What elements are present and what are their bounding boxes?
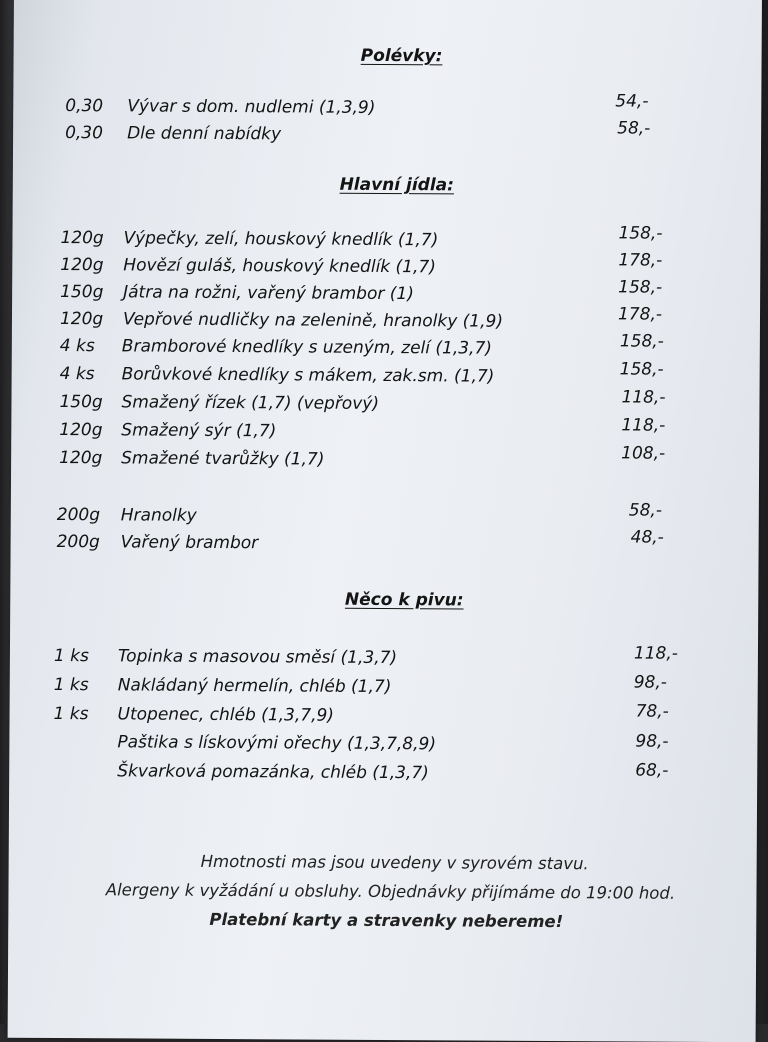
menu-item-qty: 120g xyxy=(59,420,115,440)
menu-item-qty: 150g xyxy=(60,282,116,302)
menu-item-qty: 0,30 xyxy=(65,96,121,116)
menu-item-name: Vařený brambor xyxy=(121,532,259,553)
footer-weight-note: Hmotnosti mas jsou uvedeny v syrovém stavu. xyxy=(21,851,768,875)
menu-item-price: 118,- xyxy=(634,644,678,664)
menu-item-price: 158,- xyxy=(618,223,662,243)
menu-item-qty: 200g xyxy=(57,505,113,525)
menu-item-price: 158,- xyxy=(620,331,664,351)
menu-item-qty: 120g xyxy=(59,448,115,468)
menu-item-name: Hovězí guláš, houskový knedlík (1,7) xyxy=(123,255,436,277)
menu-item-name: Játra na rožni, vařený brambor (1) xyxy=(123,282,414,304)
menu-item-name: Výpečky, zelí, houskový knedlík (1,7) xyxy=(123,228,438,250)
footer-payment-note: Platební karty a stravenky nebereme! xyxy=(12,909,760,933)
menu-item-qty: 120g xyxy=(60,309,116,329)
beer-snacks-heading: Něco k pivu: xyxy=(30,588,768,613)
menu-item-qty: 150g xyxy=(59,392,115,412)
menu-item-price: 178,- xyxy=(618,304,662,324)
menu-item-qty: 120g xyxy=(60,255,116,275)
menu-sheet xyxy=(8,0,762,1042)
menu-item-name: Topinka s masovou směsí (1,3,7) xyxy=(118,646,397,668)
mains-heading: Hlavní jídla: xyxy=(23,173,768,198)
menu-item-qty: 1 ks xyxy=(54,704,110,724)
menu-item-name: Smažený sýr (1,7) xyxy=(121,420,276,441)
menu-item-name: Smažené tvarůžky (1,7) xyxy=(121,448,324,469)
menu-item-price: 58,- xyxy=(629,500,662,520)
menu-item-price: 68,- xyxy=(635,761,668,781)
menu-item-qty: 0,30 xyxy=(65,123,121,143)
menu-item-qty: 1 ks xyxy=(54,646,110,666)
menu-item-name: Bramborové knedlíky s uzeným, zelí (1,3,7) xyxy=(122,336,492,358)
menu-item-qty: 4 ks xyxy=(60,336,116,356)
menu-item-qty: 120g xyxy=(60,228,116,248)
menu-item-name: Utopenec, chléb (1,3,7,9) xyxy=(118,704,335,725)
menu-item-price: 78,- xyxy=(636,702,669,722)
menu-item-price: 48,- xyxy=(631,527,664,547)
footer-allergen-note: Alergeny k vyžádání u obsluhy. Objednávky přijímáme do 19:00 hod. xyxy=(16,880,764,904)
soups-heading: Polévky: xyxy=(28,44,768,69)
menu-item-name: Vývar s dom. nudlemi (1,3,9) xyxy=(127,96,375,118)
menu-item-name: Škvarková pomazánka, chléb (1,3,7) xyxy=(117,761,429,783)
menu-item-price: 58,- xyxy=(617,118,650,138)
menu-item-name: Borůvkové knedlíky s mákem, zak.sm. (1,7) xyxy=(122,364,495,386)
menu-item-price: 118,- xyxy=(621,387,665,407)
menu-item-price: 158,- xyxy=(618,277,662,297)
menu-item-price: 108,- xyxy=(621,443,665,463)
menu-item-price: 98,- xyxy=(634,673,667,693)
menu-item-qty: 1 ks xyxy=(54,675,110,695)
menu-item-name: Dle denní nabídky xyxy=(127,123,281,144)
menu-item-price: 118,- xyxy=(621,415,665,435)
menu-item-name: Smažený řízek (1,7) (vepřový) xyxy=(121,392,379,414)
menu-item-price: 178,- xyxy=(618,250,662,270)
menu-item-price: 158,- xyxy=(620,359,664,379)
menu-item-qty: 200g xyxy=(57,532,113,552)
menu-item-qty: 4 ks xyxy=(60,364,116,384)
menu-item-name: Vepřové nudličky na zelenině, hranolky (1,9) xyxy=(123,309,503,331)
menu-item-name: Hranolky xyxy=(121,505,197,525)
menu-item-price: 98,- xyxy=(635,732,668,752)
menu-item-name: Paštika s lískovými ořechy (1,3,7,8,9) xyxy=(117,732,436,754)
menu-item-name: Nakládaný hermelín, chléb (1,7) xyxy=(118,675,392,697)
menu-item-price: 54,- xyxy=(615,91,648,111)
